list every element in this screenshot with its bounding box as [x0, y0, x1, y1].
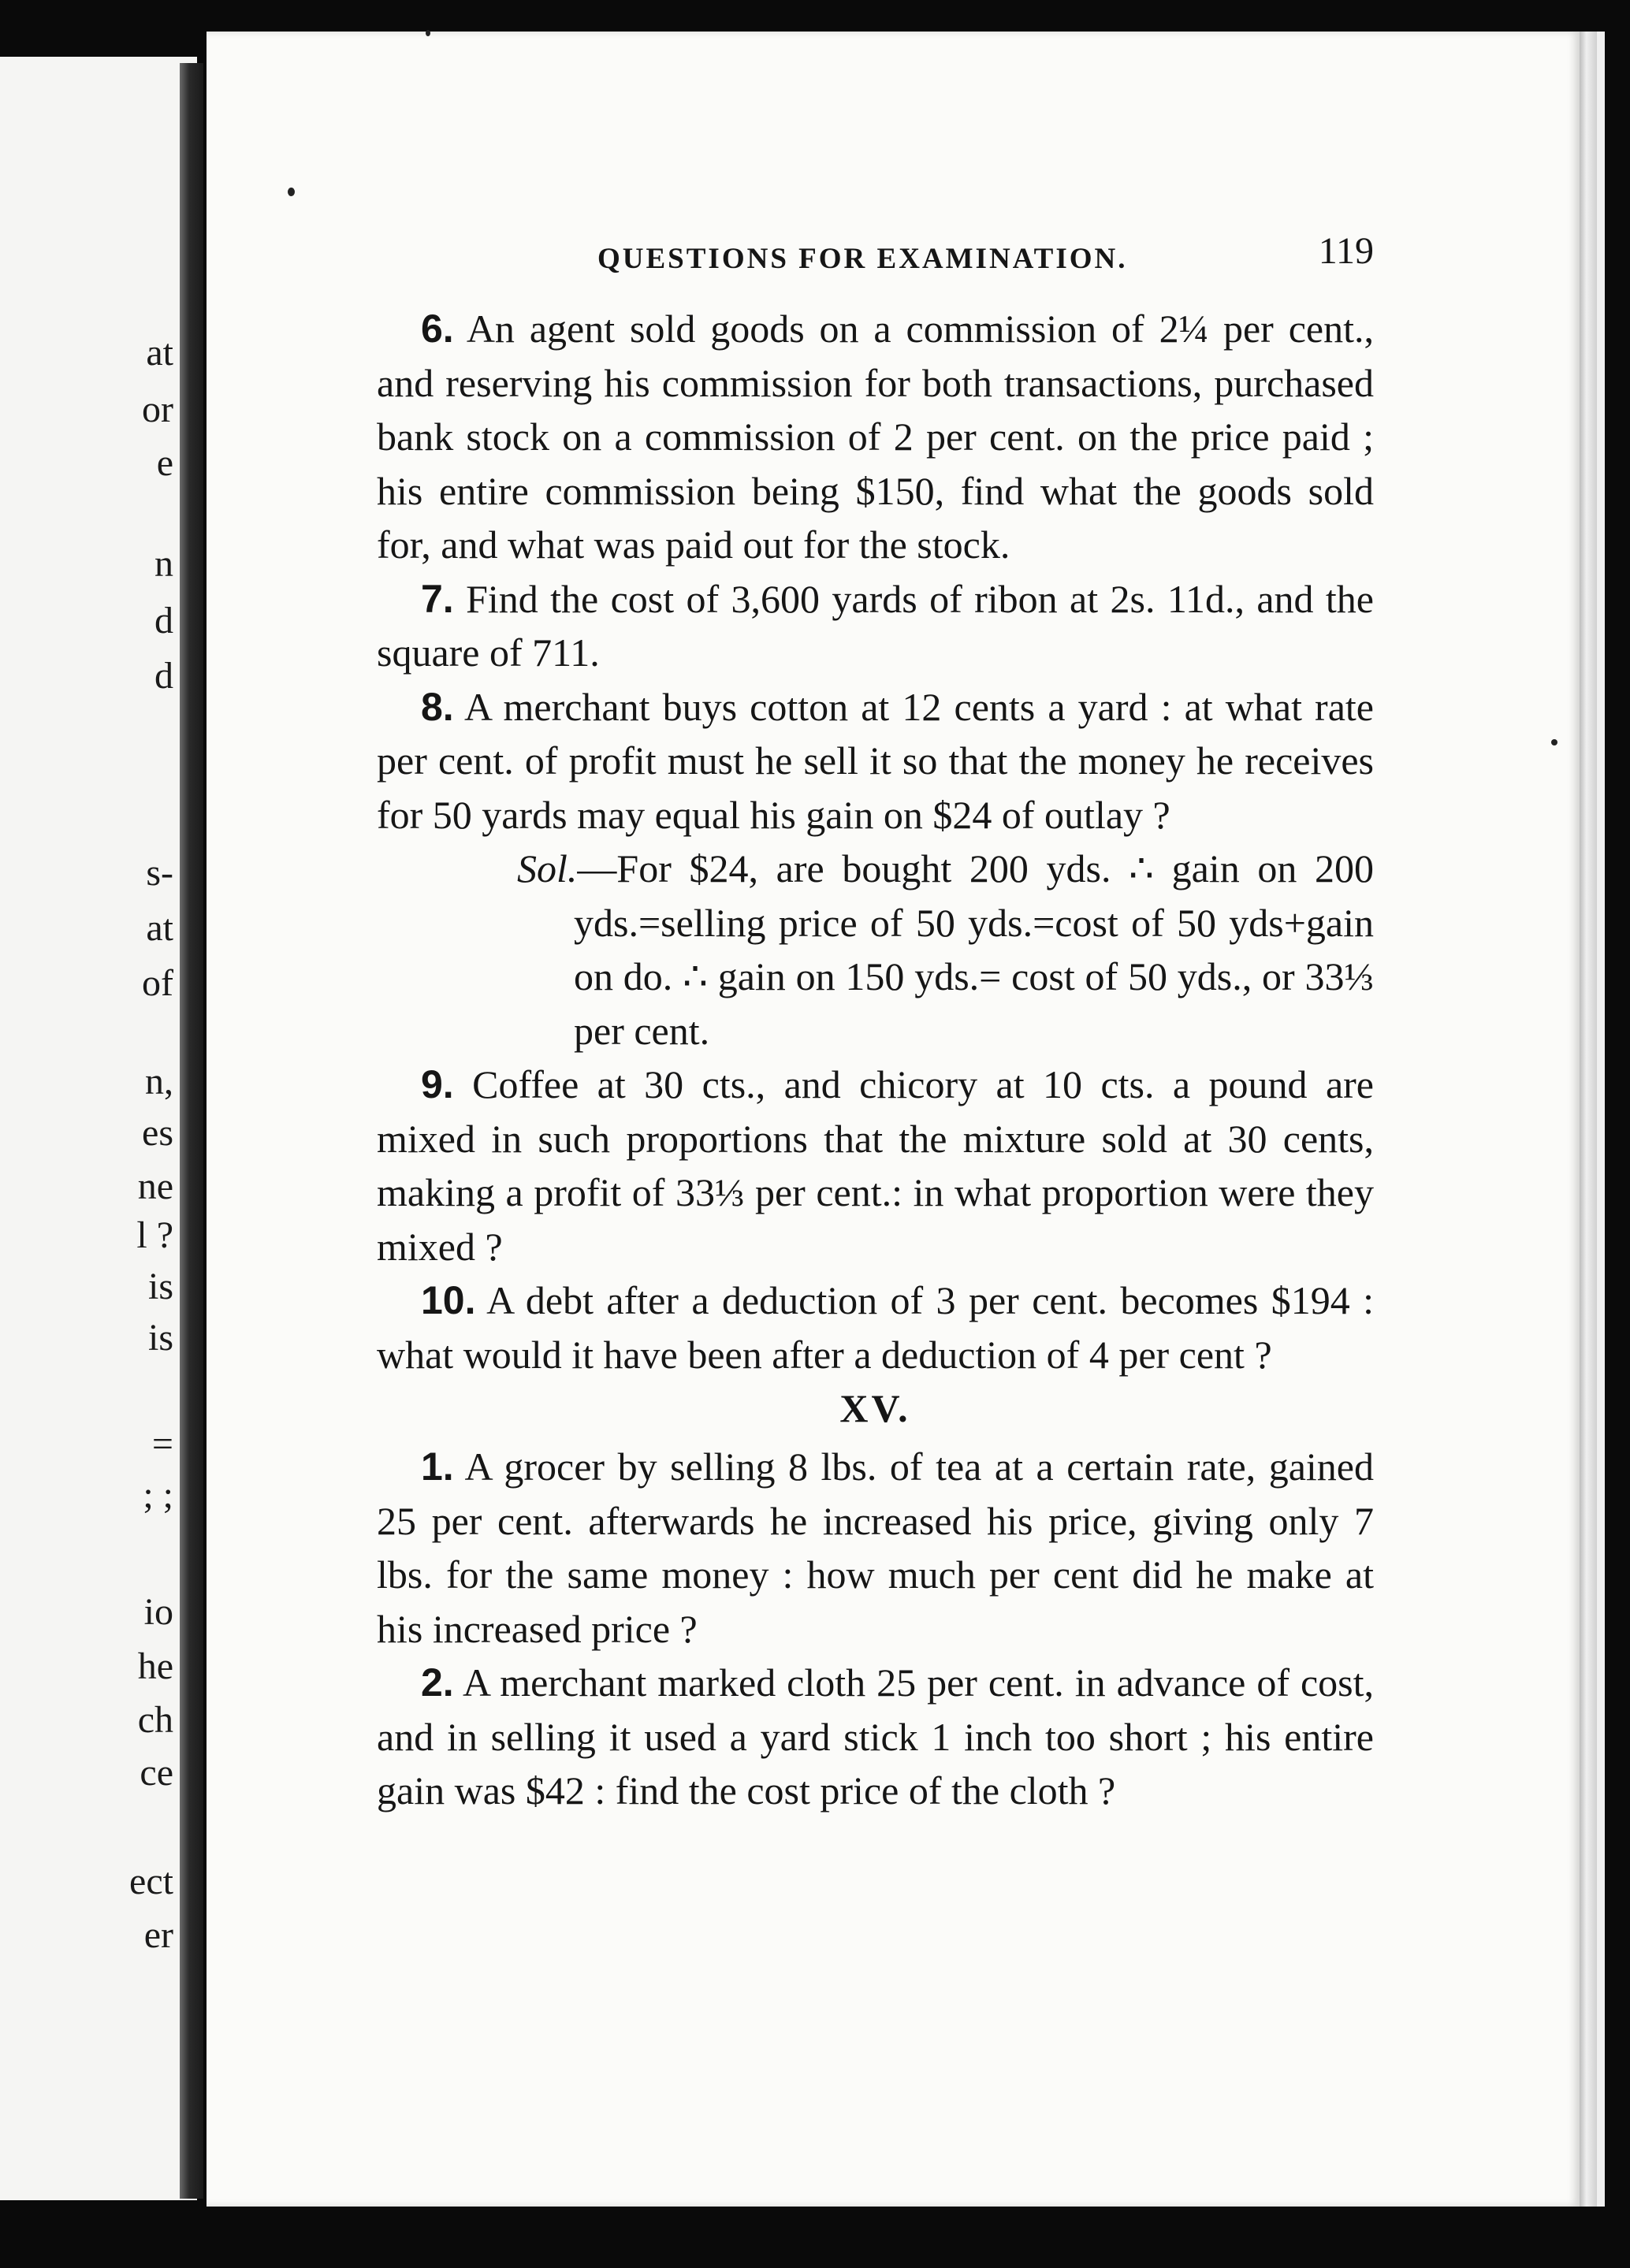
problem-text: A merchant marked cloth 25 per cent. in advance of cost, and in selling it used a yard stick 1 inch too short ; his entire gain was $42 : find the cost price of the cloth ?	[377, 1660, 1374, 1813]
problem	[377, 1440, 1374, 1656]
problem	[377, 572, 1374, 680]
scan-speck	[288, 188, 295, 196]
problem-text: Coffee at 30 cts., and chicory at 10 cts. a pound are mixed in such proportions that the mixture sold at 30 cents, making a profit of 33⅓ per cent.: in what proportion were they mixed ?	[377, 1062, 1374, 1269]
problem-text: Find the cost of 3,600 yards of ribon at 2s. 11d., and the square of 711.	[377, 576, 1374, 675]
left-page-fragment: is	[147, 1266, 173, 1307]
page-text	[377, 225, 1374, 1818]
scan-speck	[426, 30, 430, 36]
page-edge	[1580, 32, 1597, 2207]
problem	[377, 680, 1374, 842]
problem-text: A grocer by selling 8 lbs. of tea at a certain rate, gained 25 per cent. afterwards he increased his price, giving only 7 lbs. for the same money : how much per cent did he make at his increased price ?	[377, 1444, 1374, 1651]
left-page-fragment: s-	[146, 852, 173, 894]
left-page-fragment: at	[146, 332, 173, 374]
problem-number: 2.	[421, 1660, 454, 1705]
problem-text: A merchant buys cotton at 12 cents a yard : at what rate per cent. of profit must he sell it so that the money he receives for 50 yards may equal his gain on $24 of outlay ?	[377, 684, 1374, 837]
problem-number: 7.	[421, 576, 454, 621]
left-page-fragment: es	[142, 1112, 173, 1154]
running-head	[377, 225, 1374, 302]
left-page-fragment: of	[142, 962, 173, 1004]
left-page-fragment: d	[154, 600, 173, 641]
solution	[517, 842, 1374, 1058]
left-page-fragment: ce	[140, 1752, 173, 1794]
left-page-fragment: n,	[145, 1061, 173, 1102]
left-page-fragment: or	[142, 389, 173, 430]
problem-text: A debt after a deduction of 3 per cent. becomes $194 : what would it have been after a deduction of 4 per cent ?	[377, 1278, 1374, 1377]
scan-speck	[1551, 739, 1557, 745]
left-page-fragment: io	[143, 1591, 173, 1633]
section-heading: XV.	[839, 1386, 911, 1430]
problem	[377, 1273, 1374, 1381]
left-page-fragment: ect	[129, 1861, 173, 1902]
problem	[377, 302, 1374, 572]
problem-number: 6.	[421, 307, 454, 351]
left-page-fragment: er	[143, 1914, 173, 1956]
left-page-fragment: at	[146, 907, 173, 949]
left-page-fragment: n	[154, 543, 173, 585]
page-edge-outer	[1597, 32, 1605, 2207]
left-page-fragment: =	[151, 1423, 173, 1465]
running-title: QUESTIONS FOR EXAMINATION.	[597, 243, 1128, 275]
left-page-text-fragments	[0, 0, 180, 2268]
problems-group-a	[377, 302, 1374, 842]
left-page-fragment: e	[156, 442, 173, 484]
problems-group-b	[377, 1058, 1374, 1381]
left-page-fragment: l ?	[136, 1214, 173, 1256]
problem	[377, 1058, 1374, 1273]
left-page-fragment: d	[154, 655, 173, 697]
problem-number: 8.	[421, 684, 454, 729]
left-page-fragment: ; ;	[143, 1474, 173, 1516]
solution-lead: Sol.	[517, 846, 578, 890]
problems-group-c	[377, 1440, 1374, 1818]
left-page-fragment: he	[137, 1645, 173, 1687]
page-number: 119	[1318, 230, 1374, 272]
problem	[377, 1656, 1374, 1818]
problem-number: 9.	[421, 1062, 454, 1106]
problem-text: An agent sold goods on a commission of 2¼ per cent., and reserving his commission for both transactions, purchased bank stock on a commission of 2 per cent. on the price paid ; his entire commission being $150, find what the goods sold for, and what was paid out for the stock.	[377, 307, 1374, 567]
solution-text: —For $24, are bought 200 yds. ∴ gain on 200 yds.=selling price of 50 yds.=cost of 50 yds+gain on do. ∴ gain on 150 yds.= cost of 50 yds., or 33⅓ per cent.	[574, 846, 1374, 1053]
left-page-fragment: ne	[137, 1166, 173, 1207]
problem-number: 10.	[421, 1278, 476, 1322]
left-page-fragment: is	[147, 1317, 173, 1359]
problem-number: 1.	[421, 1444, 454, 1489]
book-gutter	[180, 63, 203, 2199]
left-page-fragment: ch	[137, 1699, 173, 1741]
